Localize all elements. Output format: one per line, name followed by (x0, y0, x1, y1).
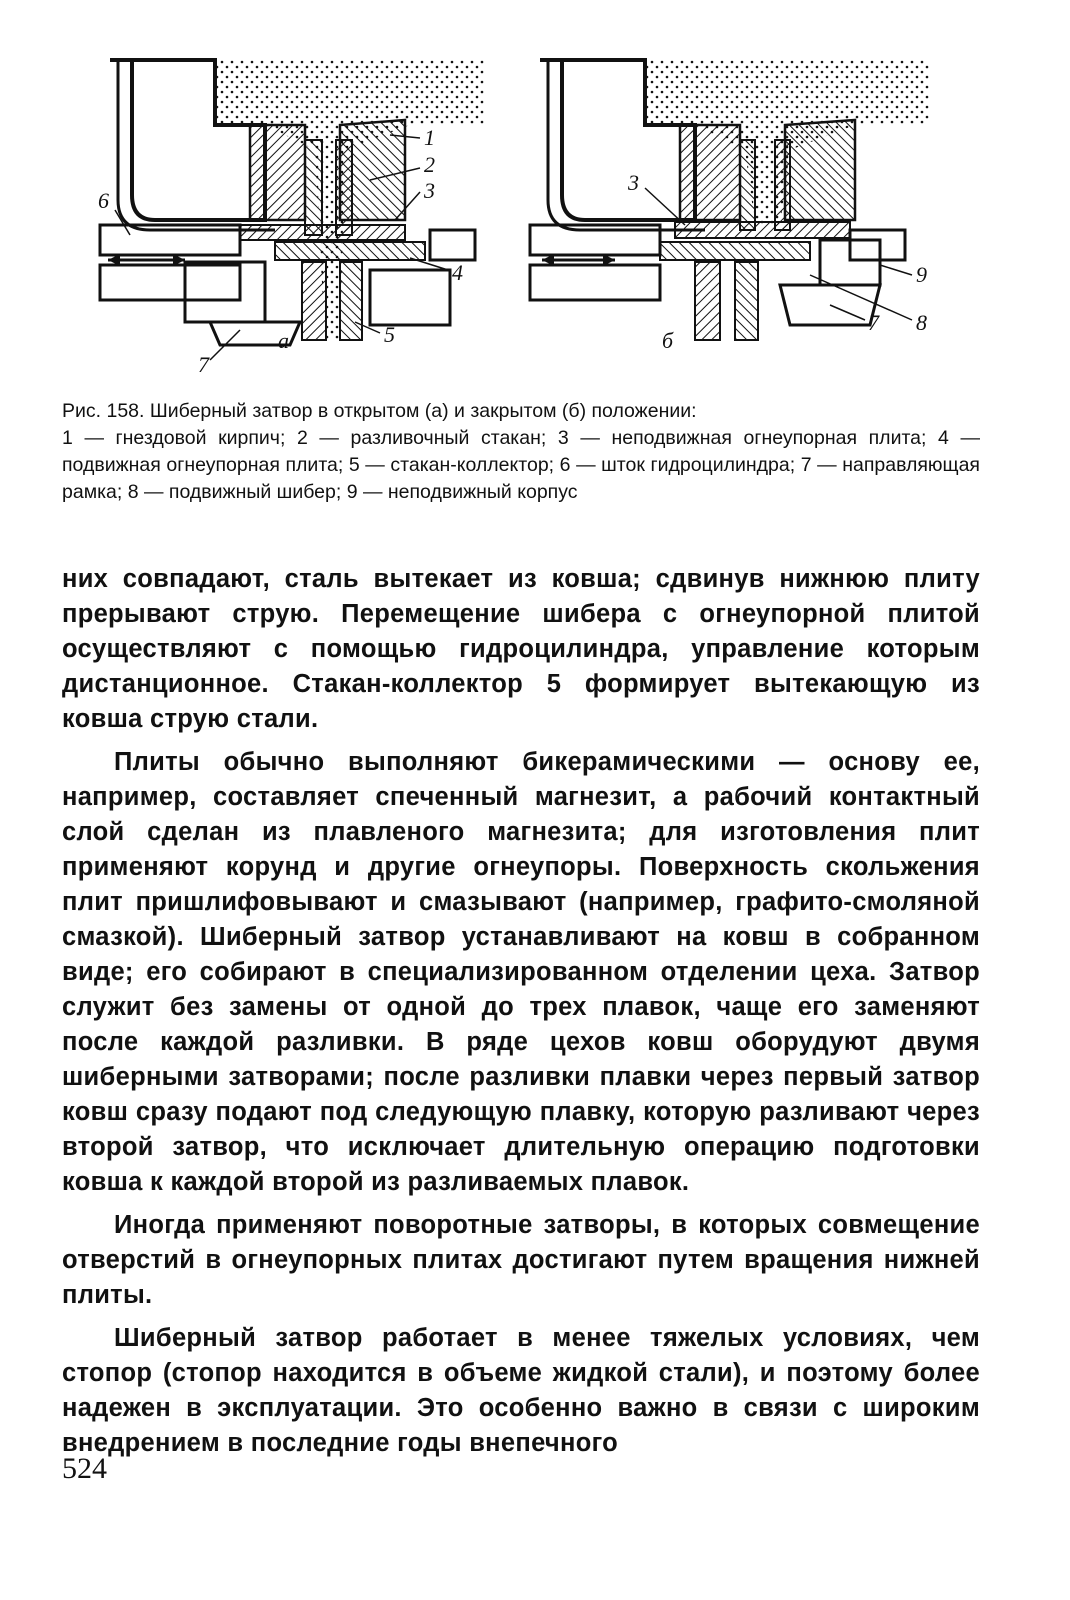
page-number: 524 (62, 1452, 107, 1485)
paragraph: Шиберный затвор работает в менее тяжелых условиях, чем стопор (стопор находится в объеме жидкой стали), и поэтому более надежен в эксплуатации. Это особенно важно в связи с широким внедрением в последние годы внепечного (62, 1324, 980, 1457)
label-4: 4 (452, 260, 463, 285)
label-1: 1 (424, 125, 435, 150)
view-open (100, 60, 485, 360)
slide-gate-diagram (90, 50, 970, 390)
caption-title: Рис. 158. Шиберный затвор в открытом (а) и закрытом (б) положении: (62, 400, 697, 422)
caption-item: 6 — шток гидроцилиндра; (559, 454, 796, 476)
label-6: 6 (98, 188, 109, 213)
label-3: 3 (424, 178, 435, 203)
sublabel-a: а (278, 328, 289, 353)
label-2: 2 (424, 152, 435, 177)
caption-item: 8 — подвижный шибер; (127, 481, 342, 503)
caption-item: 2 — разливочный стакан; (296, 427, 547, 449)
caption-item: 3 — неподвижная огнеупорная плита; (557, 427, 927, 449)
body-text (62, 562, 980, 1469)
view-closed (530, 60, 930, 340)
caption-item: 9 — неподвижный корпус (346, 481, 578, 503)
caption-item: 4 — подвижная огнеупорная плита; (62, 427, 980, 476)
label-b-3: 3 (628, 170, 639, 195)
sublabel-b: б (662, 328, 674, 353)
figure-158 (90, 50, 970, 390)
label-b-8: 8 (916, 310, 927, 335)
paragraph: Иногда применяют поворотные затворы, в которых совмещение отверстий в огнеупорных плитах достигают путем вращения нижней плиты. (62, 1211, 980, 1309)
paragraph: Плиты обычно выполняют бикерамическими — основу ее, например, составляет спеченный магнезит, а рабочий контактный слой сделан из плавленого магнезита; для изготовления плит применяют корунд и другие огнеупоры. Поверхность скольжения плит пришлифовывают и смазывают (например, графито-смоляной смазкой). Шиберный затвор устанавливают на ковш в собранном виде; его собирают в специализированном отделении цеха. Затвор служит без замены от одной до трех плавок, чаще его заменяют после каждой разливки. В ряде цехов ковш оборудуют двумя шиберными затворами; после разливки плавки через первый затвор ковш сразу подают под следующую плавку, которую разливают через второй затвор, что исключает длительную операцию подготовки ковша к каждой второй из разливаемых плавок. (62, 748, 980, 1196)
caption-item: 7 — направляющая рамка; (62, 454, 980, 503)
label-5: 5 (384, 322, 395, 347)
caption-item: 5 — стакан-коллектор; (348, 454, 555, 476)
figure-caption (62, 398, 980, 506)
paragraph: них совпадают, сталь вытекает из ковша; сдвинув нижнюю плиту прерывают струю. Перемещение шибера с огнеупорной плитой осуществляют с помощью гидроцилиндра, управление которым дистанционное. Стакан-коллектор 5 формирует вытекающую из ковша струю стали. (62, 565, 980, 733)
caption-item: 1 — гнездовой кирпич; (62, 427, 286, 449)
label-b-7: 7 (868, 310, 879, 335)
label-b-9: 9 (916, 262, 927, 287)
label-7: 7 (198, 352, 209, 377)
